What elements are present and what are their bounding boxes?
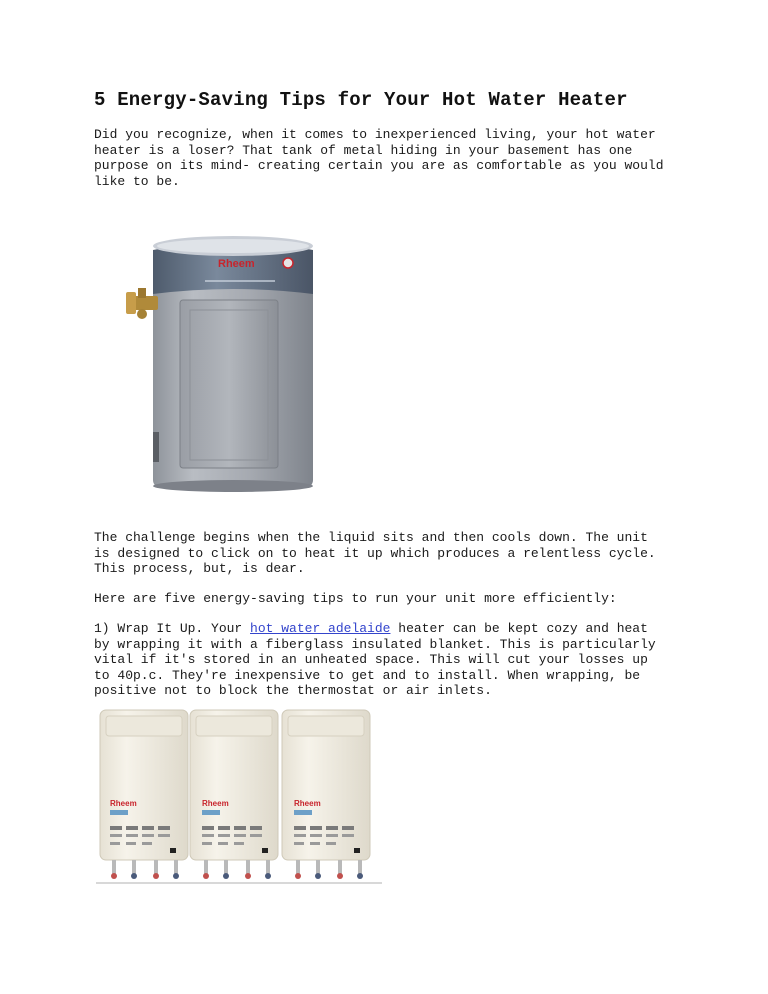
tip-1-prefix: 1) Wrap It Up. Your [94, 621, 251, 636]
continuous-flow-heaters-illustration [96, 708, 382, 886]
hot-water-adelaide-link[interactable]: hot water adelaide [250, 621, 391, 636]
tip-1-paragraph [94, 621, 684, 699]
continuous-flow-heaters-image [96, 708, 382, 886]
tank-brand-logo: Rheem [218, 258, 255, 270]
tip-1-suffix: heater can be kept cozy and heat by wrapping it with a fiberglass insulated blanket. This is particularly vital if it's stored in an unheated space. This will cut your losses up to 40p.c. They're inexpensive to get and to install. When wrapping, be positive not to block the thermostat or air inlets. [94, 621, 656, 699]
element-cover-panel [180, 300, 278, 468]
storage-water-heater-image [120, 232, 320, 494]
heater-unit-middle [190, 710, 278, 879]
storage-water-heater-illustration [120, 232, 320, 494]
heater-unit-left [100, 710, 188, 879]
tips-intro-paragraph: Here are five energy-saving tips to run your unit more efficiently: [94, 591, 617, 606]
heater-unit-right [282, 710, 370, 879]
challenge-paragraph: The challenge begins when the liquid sits and then cools down. The unit is designed to click on to heat it up which produces a relentless cycle. This process, but, is dear. [94, 530, 656, 577]
intro-paragraph: Did you recognize, when it comes to inexperienced living, your hot water heater is a loser? That tank of metal hiding in your basement has one purpose on its mind- creating certain you are as comfortable as you would like to be. [94, 127, 664, 189]
unit-brand-logo: Rheem [202, 799, 229, 808]
unit-brand-logo: Rheem [110, 799, 137, 808]
unit-brand-logo: Rheem [294, 799, 321, 808]
page-title: 5 Energy-Saving Tips for Your Hot Water Heater [94, 89, 628, 111]
